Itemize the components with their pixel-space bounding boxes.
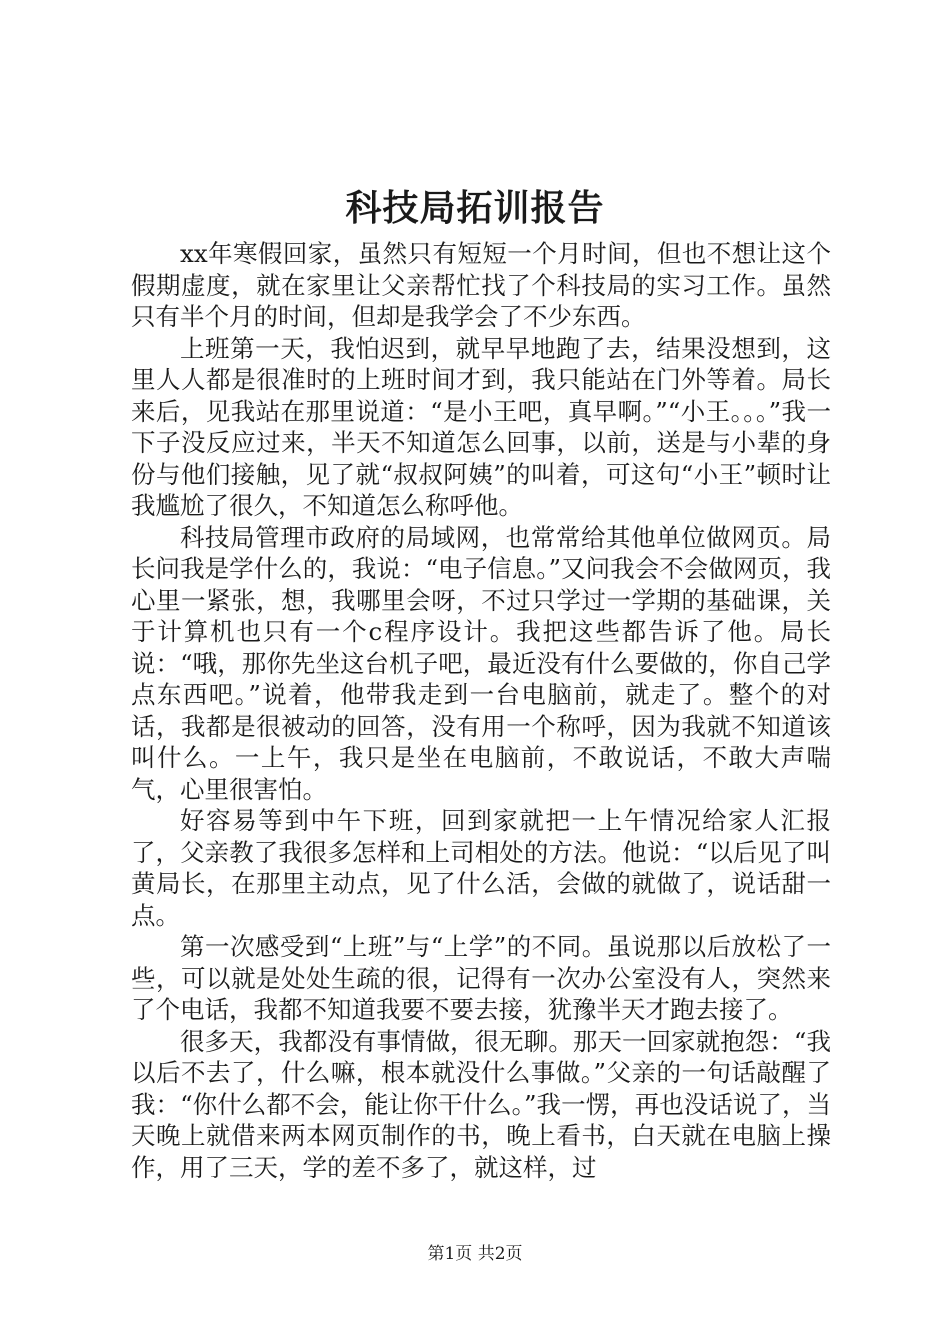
document-body [131, 238, 831, 1183]
paragraph-3: 科技局管理市政府的局域网，也常常给其他单位做网页。局长问我是学什么的，我说：“电子信息。”又问我会不会做网页，我心里一紧张，想，我哪里会呀，不过只学过一学期的基础课，关于计算机也只有一个c程序设计。我把这些都告诉了他。局长说：“哦，那你先坐这台机子吧，最近没有什么要做的，你自己学点东西吧。”说着，他带我走到一台电脑前，就走了。整个的对话，我都是很被动的回答，没有用一个称呼，因为我就不知道该叫什么。一上午，我只是坐在电脑前，不敢说话，不敢大声喘气，心里很害怕。 [131, 522, 831, 804]
paragraph-5: 第一次感受到“上班”与“上学”的不同。虽说那以后放松了一些，可以就是处处生疏的很，记得有一次办公室没有人，突然来了个电话，我都不知道我要不要去接，犹豫半天才跑去接了。 [131, 932, 831, 1024]
paragraph-2: 上班第一天，我怕迟到，就早早地跑了去，结果没想到，这里人人都是很准时的上班时间才到，我只能站在门外等着。局长来后，见我站在那里说道：“是小王吧，真早啊。”“小王。。。”我一下子没反应过来，半天不知道怎么回事，以前，送是与小辈的身份与他们接触，见了就“叔叔阿姨”的叫着，可这句“小王”顿时让我尴尬了很久，不知道怎么称呼他。 [131, 333, 831, 520]
paragraph-1: xx年寒假回家，虽然只有短短一个月时间，但也不想让这个假期虚度，就在家里让父亲帮忙找了个科技局的实习工作。虽然只有半个月的时间，但却是我学会了不少东西。 [131, 239, 831, 331]
document-title: 科技局拓训报告 [345, 187, 605, 229]
paragraph-4: 好容易等到中午下班，回到家就把一上午情况给家人汇报了，父亲教了我很多怎样和上司相处的方法。他说：“以后见了叫黄局长，在那里主动点，见了什么活，会做的就做了，说话甜一点。 [131, 806, 831, 930]
paragraph-6: 很多天，我都没有事情做，很无聊。那天一回家就抱怨：“我以后不去了，什么嘛，根本就没什么事做。”父亲的一句话敲醒了我：“你什么都不会，能让你干什么。”我一愣，再也没话说了，当天晚上就借来两本网页制作的书，晚上看书，白天就在电脑上操作，用了三天，学的差不多了，就这样，过 [131, 1026, 831, 1182]
page-number-footer: 第1页 共2页 [427, 1244, 523, 1264]
